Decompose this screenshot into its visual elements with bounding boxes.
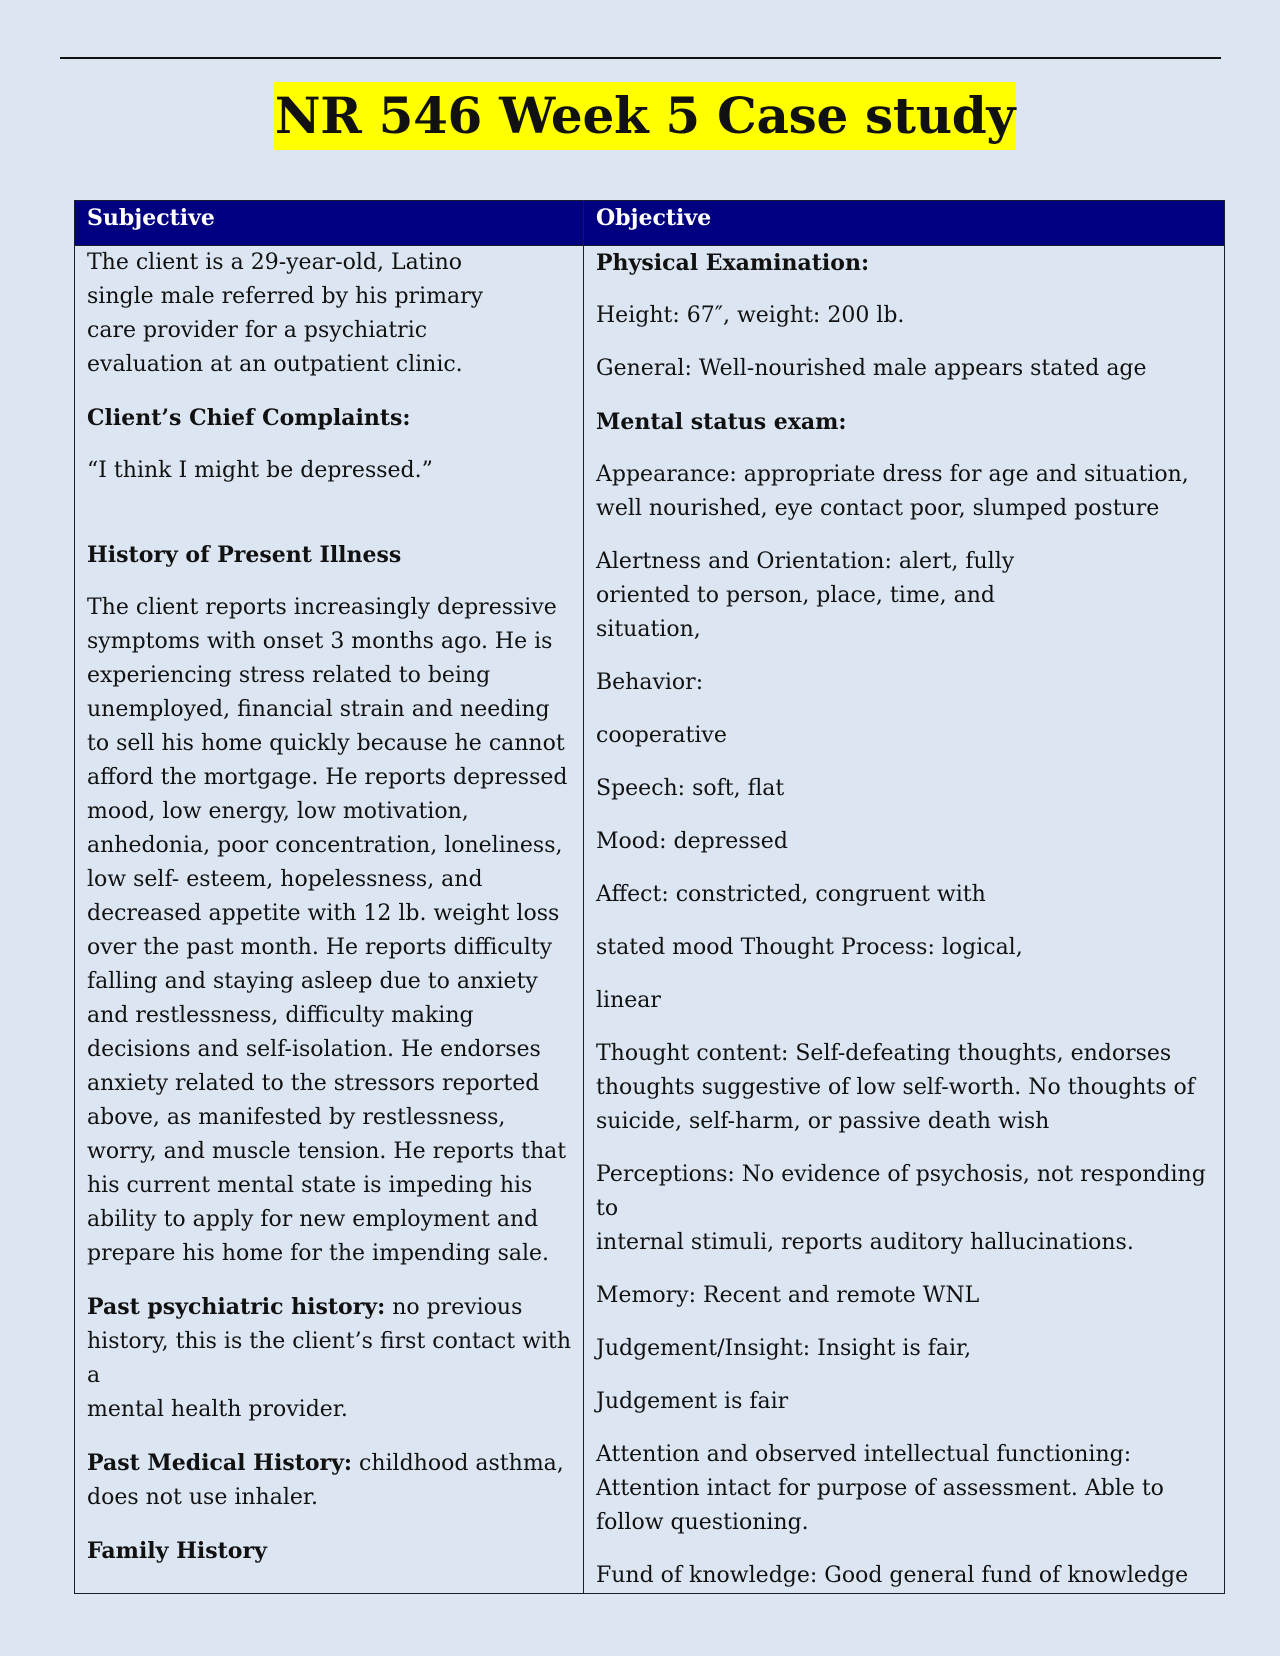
past-psychiatric-history: Past psychiatric history: no previous history, this is the client’s first contact with a mental health provider. (87, 1294, 571, 1422)
fund-of-knowledge: Fund of knowledge: Good general fund of knowledge (596, 1563, 1189, 1588)
subjective-header: Subjective (75, 201, 584, 246)
appearance: Appearance: appropriate dress for age and situation, well nourished, eye contact poor, slumped posture (596, 462, 1189, 521)
past-psychiatric-label: Past psychiatric history: (87, 1294, 386, 1320)
physical-exam-heading: Physical Examination: (596, 250, 870, 276)
judgement-insight: Judgement/Insight: Insight is fair, (596, 1336, 972, 1361)
past-medical-history: Past Medical History: childhood asthma, does not use inhaler. (87, 1450, 564, 1510)
top-horizontal-rule (60, 57, 1221, 59)
stated-mood-thought-process: stated mood Thought Process: logical, (596, 935, 1023, 960)
general-appearance: General: Well-nourished male appears stated age (596, 356, 1147, 381)
chief-complaint-quote: “I think I might be depressed.” (87, 458, 433, 483)
height-weight: Height: 67″, weight: 200 lb. (596, 303, 905, 328)
affect: Affect: constricted, congruent with (596, 882, 986, 907)
client-intro: The client is a 29-year-old, Latino single male referred by his primary care provider for a psychiatric evaluation at an outpatient clinic. (87, 250, 484, 377)
mental-status-heading: Mental status exam: (596, 409, 847, 435)
perceptions: Perceptions: No evidence of psychosis, not responding to internal stimuli, reports auditory hallucinations. (596, 1162, 1206, 1255)
memory: Memory: Recent and remote WNL (596, 1283, 980, 1308)
past-medical-label: Past Medical History: (87, 1450, 353, 1476)
table-body-row (75, 246, 1225, 1594)
table-header-row (75, 201, 1225, 246)
subjective-cell (75, 246, 584, 1594)
judgement-fair: Judgement is fair (596, 1389, 789, 1414)
linear: linear (596, 988, 661, 1013)
objective-cell (584, 246, 1225, 1594)
thought-content: Thought content: Self-defeating thoughts, endorses thoughts suggestive of low self-worth. No thoughts of suicide, self-harm, or passive death wish (596, 1041, 1195, 1134)
document-title: NR 546 Week 5 Case study (274, 82, 1016, 150)
family-history-heading: Family History (87, 1538, 267, 1564)
alertness-orientation: Alertness and Orientation: alert, fully oriented to person, place, time, and situation, (596, 549, 1015, 642)
cooperative: cooperative (596, 723, 727, 748)
title-container (0, 82, 1280, 150)
attention-intellectual: Attention and observed intellectual functioning: Attention intact for purpose of assessment. Able to follow questioning. (596, 1442, 1164, 1535)
behavior: Behavior: (596, 670, 704, 695)
hpi-paragraph: The client reports increasingly depressive symptoms with onset 3 months ago. He is experiencing stress related to being unemployed, financial strain and needing to sell his home quickly because he cannot afford the mortgage. He reports depressed mood, low energy, low motivation, anhedonia, poor concentration, loneliness, low self- esteem, hopelessness, and decreased appetite with 12 lb. weight loss over the past month. He reports difficulty falling and staying asleep due to anxiety and restlessness, difficulty making decisions and self-isolation. He endorses anxiety related to the stressors reported above, as manifested by restlessness, worry, and muscle tension. He reports that his current mental state is impeding his ability to apply for new employment and prepare his home for the impending sale. (87, 595, 568, 1266)
case-study-table (74, 200, 1225, 1594)
chief-complaints-heading: Client’s Chief Complaints: (87, 405, 411, 431)
mood: Mood: depressed (596, 829, 788, 854)
speech: Speech: soft, flat (596, 776, 785, 801)
objective-header: Objective (584, 201, 1225, 246)
hpi-heading: History of Present Illness (87, 542, 402, 568)
